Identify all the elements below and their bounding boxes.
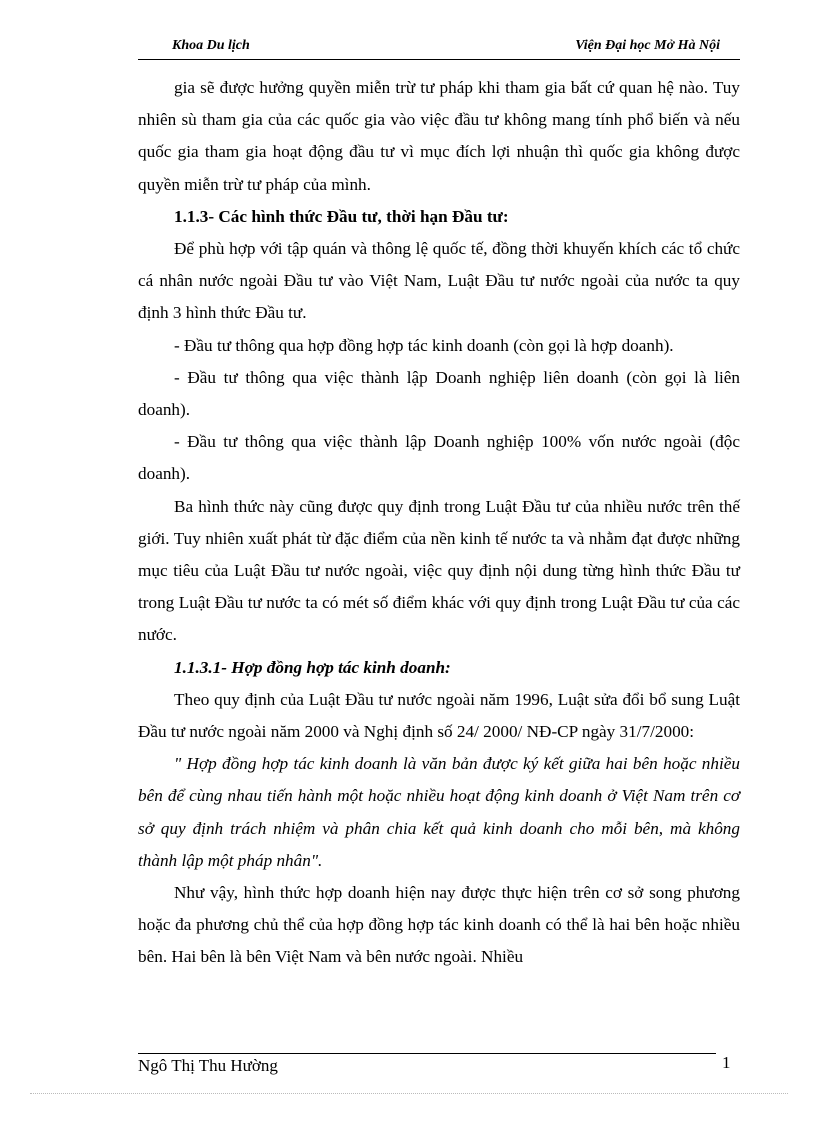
bullet-wholly-foreign: - Đầu tư thông qua việc thành lập Doanh nghiệp 100% vốn nước ngoài (độc doanh). [138, 432, 740, 484]
paragraph-three-forms: Ba hình thức này cũng được quy định trong Luật Đầu tư của nhiều nước trên thế giới. Tuy nhiên xuất phát từ đặc điểm của nền kinh tế nước ta và nhằm đạt được những mục tiêu của Luật Đầu tư nước ngoài, việc quy định nội dung từng hình thức Đầu tư trong Luật Đầu tư nước ta có mét số điểm khác với quy định trong Luật Đầu tư của các nước. [138, 496, 740, 645]
footer-divider [138, 1053, 716, 1054]
paragraph-investment-forms: Để phù hợp với tập quán và thông lệ quốc tế, đồng thời khuyến khích các tổ chức cá nhân nước ngoài Đầu tư vào Việt Nam, Luật Đầu tư nước ngoài của nước ta quy định 3 hình thức Đầu tư. [138, 239, 740, 323]
page-edge-dots [30, 1093, 788, 1094]
footer-author: Ngô Thị Thu Hường [138, 1056, 278, 1075]
header-institution: Viện Đại học Mở Hà Nội [575, 38, 720, 53]
page-number: 1 [722, 1053, 731, 1072]
paragraph-immunity: gia sẽ được hưởng quyền miễn trừ tư pháp khi tham gia bất cứ quan hệ nào. Tuy nhiên sù tham gia của các quốc gia vào việc đầu tư không mang tính phổ biến và nếu quốc gia tham gia hoạt động đầu tư vì mục đích lợi nhuận thì quốc gia không được quyền miễn trừ tư pháp của mình. [138, 78, 740, 194]
page-header [138, 35, 740, 60]
paragraph-regulation: Theo quy định của Luật Đầu tư nước ngoài năm 1996, Luật sửa đổi bổ sung Luật Đầu tư nước ngoài năm 2000 và Nghị định số 24/ 2000/ NĐ-CP ngày 31/7/2000: [138, 689, 740, 742]
heading-1-1-3-1: 1.1.3.1- Hợp đồng hợp tác kinh doanh: [174, 657, 451, 677]
bullet-bcc: - Đầu tư thông qua hợp đồng hợp tác kinh doanh (còn gọi là hợp doanh). [174, 335, 674, 355]
document-body [138, 72, 740, 974]
quote-definition: " Hợp đồng hợp tác kinh doanh là văn bản được ký kết giữa hai bên hoặc nhiều bên để cùng nhau tiến hành một hoặc nhiều hoạt động kinh doanh ở Việt Nam trên cơ sở quy định trách nhiệm và phân chia kết quả kinh doanh cho mỗi bên, mà không thành lập một pháp nhân". [138, 754, 740, 870]
header-faculty: Khoa Du lịch [172, 38, 250, 53]
heading-1-1-3: 1.1.3- Các hình thức Đầu tư, thời hạn Đầu tư: [174, 206, 509, 226]
paragraph-conclusion: Như vậy, hình thức hợp doanh hiện nay được thực hiện trên cơ sở song phương hoặc đa phương chủ thể của hợp đồng hợp tác kinh doanh có thể là hai bên hoặc nhiều bên. Hai bên là bên Việt Nam và bên nước ngoài. Nhiều [138, 883, 740, 967]
bullet-joint-venture: - Đầu tư thông qua việc thành lập Doanh nghiệp liên doanh (còn gọi là liên doanh). [138, 367, 740, 420]
